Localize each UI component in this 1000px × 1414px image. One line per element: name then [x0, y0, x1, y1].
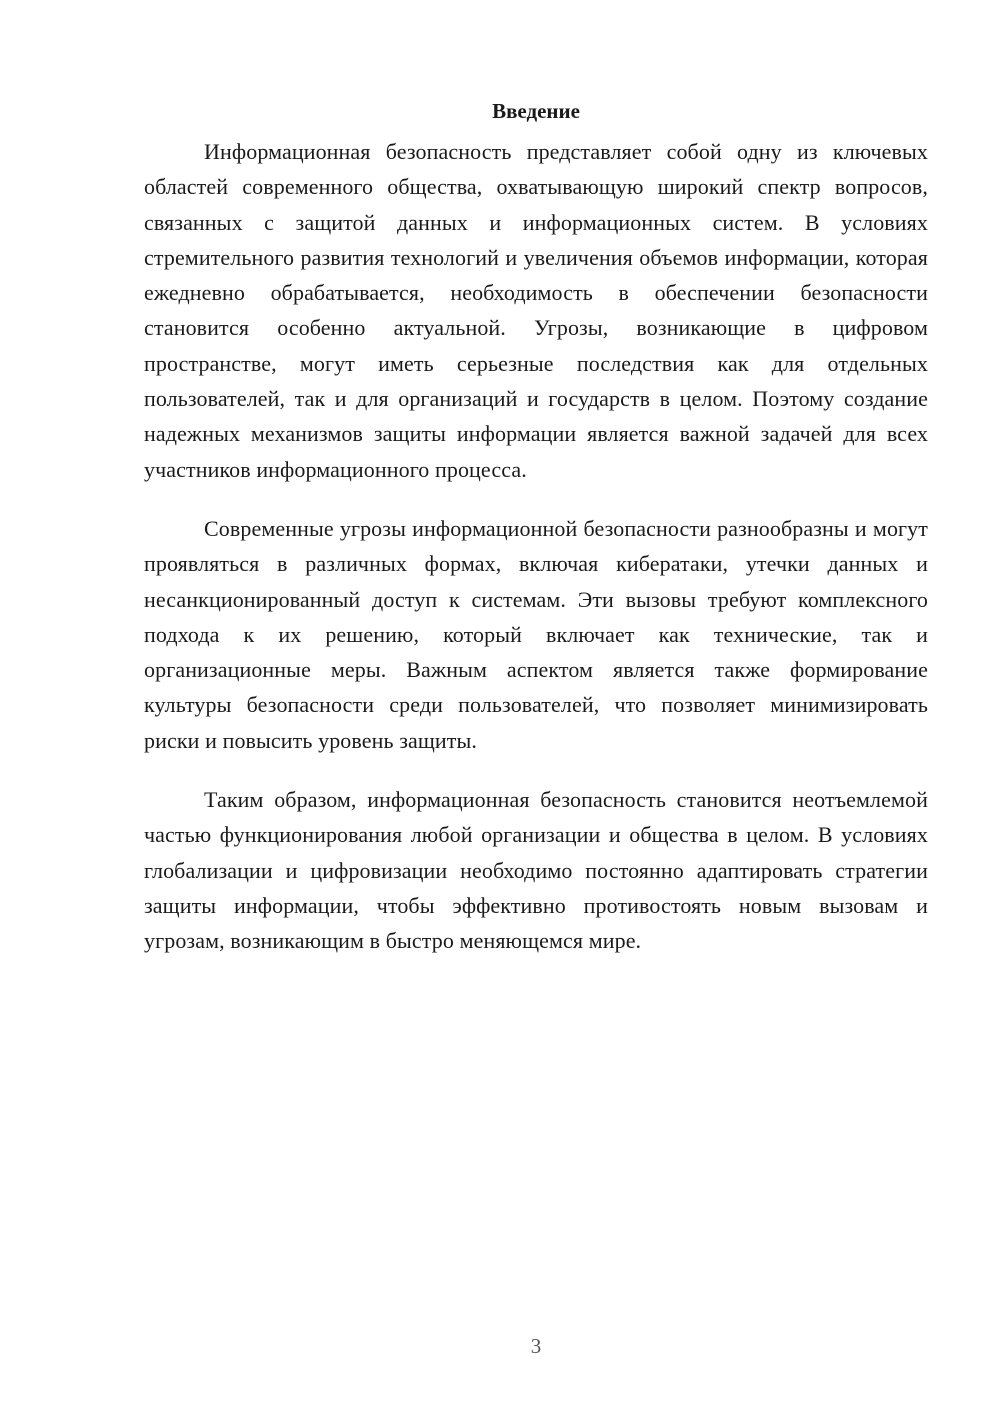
paragraph-2: Современные угрозы информационной безопасности разнообразны и могут проявляться в различных формах, включая кибератаки, утечки данных и несанкционированный доступ к системам. Эти вызовы требуют комплексного подхода к их решению, который включает как технические, так и организационные меры. Важным аспектом является также формирование культуры безопасности среди пользователей, что позволяет минимизировать риски и повысить уровень защиты. — [144, 515, 928, 753]
paragraph-3: Таким образом, информационная безопасность становится неотъемлемой частью функционирования любой организации и общества в целом. В условиях глобализации и цифровизации необходимо постоянно адаптировать стратегии защиты информации, чтобы эффективно противостоять новым вызовам и угрозам, возникающим в быстро меняющемся мире. — [144, 787, 928, 954]
page-number: 3 — [530, 1334, 542, 1358]
paragraph-1: Информационная безопасность представляет собой одну из ключевых областей современного общества, охватывающую широкий спектр вопросов, связанных с защитой данных и информационных систем. В условиях стремительного развития технологий и увеличения объемов информации, которая ежедневно обрабатывается, необходимость в обеспечении безопасности становится особенно актуальной. Угрозы, возникающие в цифровом пространстве, могут иметь серьезные последствия как для отдельных пользователей, так и для организаций и государств в целом. Поэтому создание надежных механизмов защиты информации является важной задачей для всех участников информационного процесса. — [144, 139, 928, 482]
document-page — [144, 94, 928, 983]
section-heading: Введение — [492, 99, 580, 123]
